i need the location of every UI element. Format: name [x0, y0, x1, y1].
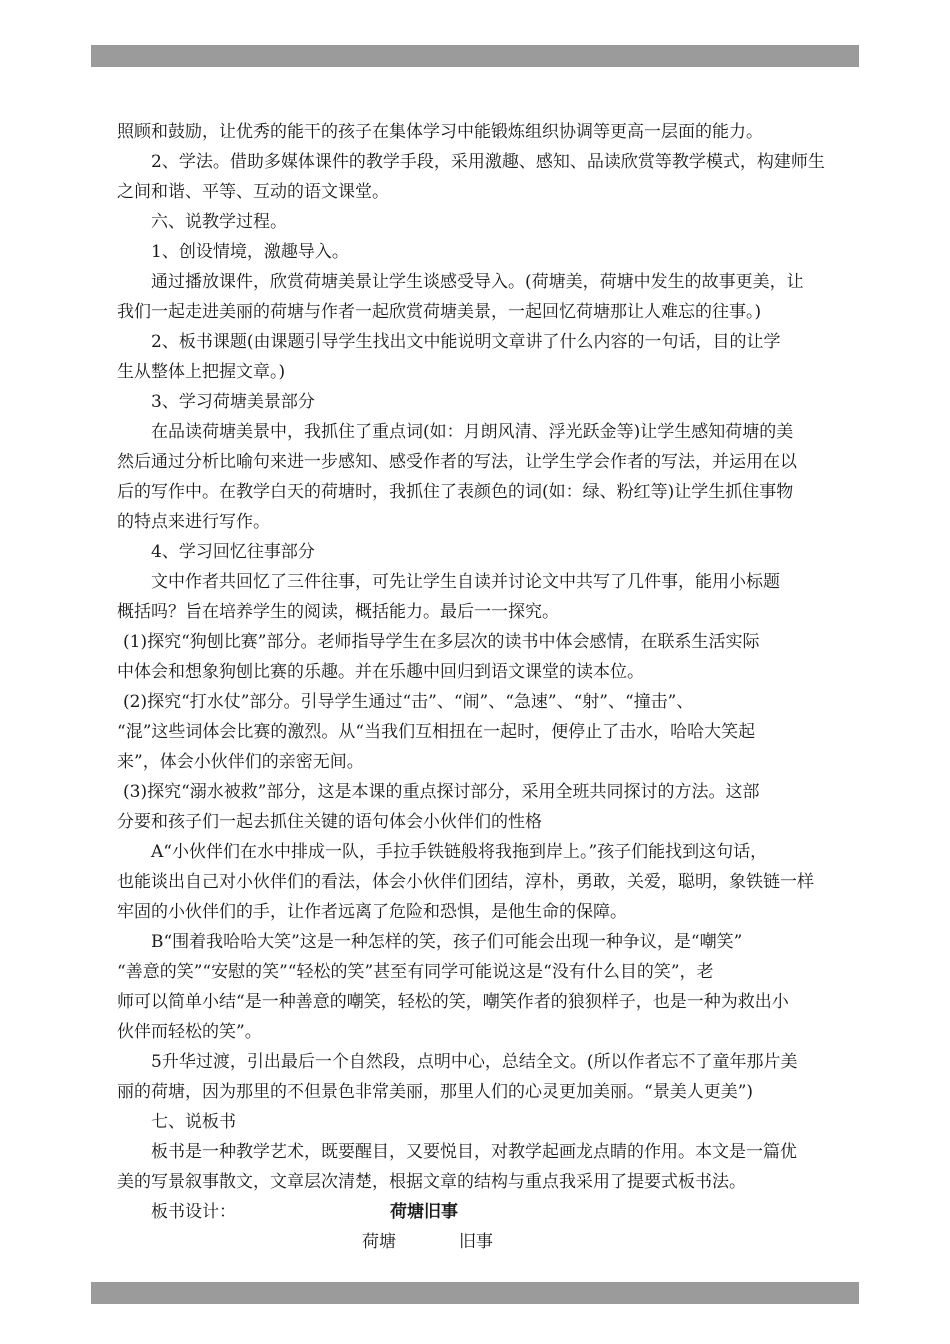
- paragraph-line: (1)探究“狗刨比赛”部分。老师指导学生在多层次的读书中体会感情，在联系生活实际: [123, 632, 760, 652]
- subsection-heading: 4、学习回忆往事部分: [151, 542, 315, 562]
- paragraph-line: 在品读荷塘美景中，我抓住了重点词(如：月朗风清、浮光跃金等)让学生感知荷塘的美: [151, 422, 794, 442]
- paragraph-line: 来”，体会小伙伴们的亲密无间。: [117, 752, 364, 772]
- paragraph-line: 之间和谐、平等、互动的语文课堂。: [117, 182, 389, 202]
- paragraph-line: 通过播放课件，欣赏荷塘美景让学生谈感受导入。(荷塘美，荷塘中发生的故事更美，让: [151, 272, 804, 292]
- paragraph-line: 中体会和想象狗刨比赛的乐趣。并在乐趣中回归到语文课堂的读本位。: [117, 662, 644, 682]
- paragraph-line: 分要和孩子们一起去抓住关键的语句体会小伙伴们的性格: [117, 812, 542, 832]
- paragraph-line: 5升华过渡，引出最后一个自然段，点明中心，总结全文。(所以作者忘不了童年那片美: [151, 1052, 798, 1072]
- paragraph-line: 生从整体上把握文章。): [117, 362, 286, 382]
- paragraph-line: 也能谈出自己对小伙伴们的看法，体会小伙伴们团结，淳朴，勇敢，关爱，聪明，象铁链一样: [117, 872, 814, 892]
- paragraph-line: 师可以简单小结“是一种善意的嘲笑，轻松的笑，嘲笑作者的狼狈样子，也是一种为救出小: [117, 992, 789, 1012]
- paragraph-line: (3)探究“溺水被救”部分，这是本课的重点探讨部分，采用全班共同探讨的方法。这部: [123, 782, 760, 802]
- subsection-heading: 3、学习荷塘美景部分: [151, 392, 315, 412]
- paragraph-line: “善意的笑”“安慰的笑”“轻松的笑”甚至有同学可能说这是“没有什么目的笑”，老: [117, 962, 714, 982]
- paragraph-line: 美的写景叙事散文，文章层次清楚，根据文章的结构与重点我采用了提要式板书法。: [117, 1172, 746, 1192]
- paragraph-line: 2、学法。借助多媒体课件的教学手段，采用激趣、感知、品读欣赏等教学模式，构建师生: [151, 152, 825, 172]
- board-item-left: 荷塘: [362, 1232, 396, 1252]
- header-bar: [91, 45, 859, 67]
- paragraph-line: B“围着我哈哈大笑”这是一种怎样的笑，孩子们可能会出现一种争议，是“嘲笑”: [151, 932, 743, 952]
- paragraph-line: A“小伙伴们在水中排成一队，手拉手铁链般将我拖到岸上。”孩子们能找到这句话，: [151, 842, 768, 862]
- board-item-right: 旧事: [459, 1232, 493, 1252]
- paragraph-line: 牢固的小伙伴们的手，让作者远离了危险和恐惧，是他生命的保障。: [117, 902, 627, 922]
- paragraph-line: 然后通过分析比喻句来进一步感知、感受作者的写法，让学生学会作者的写法，并运用在以: [117, 452, 797, 472]
- footer-bar: [91, 1282, 859, 1304]
- paragraph-line: “混”这些词体会比赛的激烈。从“当我们互相扭在一起时，便停止了击水，哈哈大笑起: [117, 722, 756, 742]
- paragraph-line: 板书是一种教学艺术，既要醒目，又要悦目，对教学起画龙点睛的作用。本文是一篇优: [151, 1142, 797, 1162]
- paragraph-line: 概括吗？旨在培养学生的阅读，概括能力。最后一一探究。: [117, 602, 559, 622]
- paragraph-line: 我们一起走进美丽的荷塘与作者一起欣赏荷塘美景，一起回忆荷塘那让人难忘的往事。): [117, 302, 762, 322]
- section-heading: 七、说板书: [151, 1112, 236, 1132]
- paragraph-line: 的特点来进行写作。: [117, 512, 270, 532]
- paragraph-line: (2)探究“打水仗”部分。引导学生通过“击”、“闹”、“急速”、“射”、“撞击”、: [123, 692, 694, 712]
- subsection-heading: 2、板书课题(由课题引导学生找出文中能说明文章讲了什么内容的一句话，目的让学: [151, 332, 781, 352]
- section-heading: 六、说教学过程。: [151, 212, 287, 232]
- board-design-label: 板书设计：: [151, 1202, 236, 1222]
- paragraph-line: 后的写作中。在教学白天的荷塘时，我抓住了表颜色的词(如：绿、粉红等)让学生抓住事物: [117, 482, 794, 502]
- board-title: 荷塘旧事: [390, 1202, 458, 1222]
- paragraph-line: 文中作者共回忆了三件往事，可先让学生自读并讨论文中共写了几件事，能用小标题: [151, 572, 780, 592]
- subsection-heading: 1、创设情境，激趣导入。: [151, 242, 349, 262]
- paragraph-line: 照顾和鼓励，让优秀的能干的孩子在集体学习中能锻炼组织协调等更高一层面的能力。: [117, 122, 763, 142]
- paragraph-line: 丽的荷塘，因为那里的不但景色非常美丽，那里人们的心灵更加美丽。“景美人更美”): [117, 1082, 754, 1102]
- paragraph-line: 伙伴而轻松的笑”。: [117, 1022, 262, 1042]
